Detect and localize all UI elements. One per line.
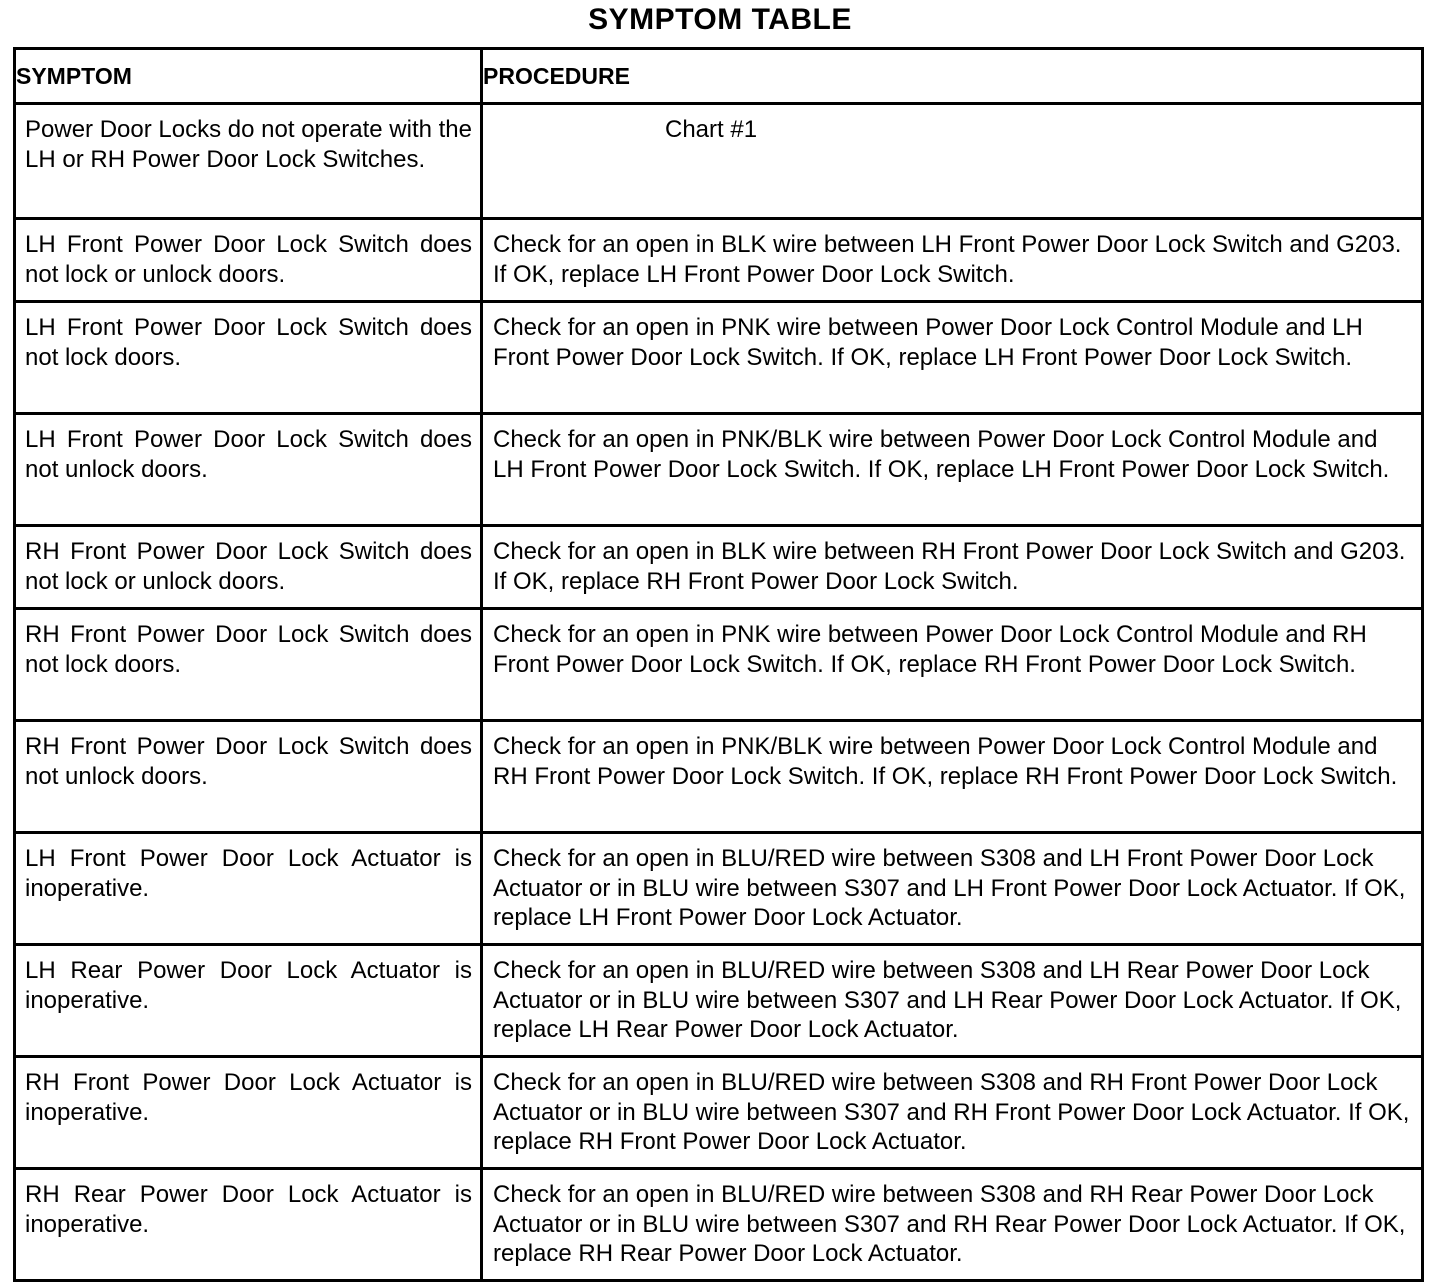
symptom-cell xyxy=(15,609,482,721)
symptom-text: LH Front Power Door Lock Switch does not lock or unlock doors. xyxy=(25,231,472,288)
procedure-text: Check for an open in PNK/BLK wire between Power Door Lock Control Module and LH Front Power Door Lock Switch. If OK, replace LH Front Power Door Lock Switch. xyxy=(493,426,1390,483)
procedure-text: Check for an open in BLK wire between LH Front Power Door Lock Switch and G203. If OK, replace LH Front Power Door Lock Switch. xyxy=(493,231,1402,288)
table-row xyxy=(15,833,1423,945)
procedure-cell xyxy=(482,526,1423,609)
symptom-cell xyxy=(15,302,482,414)
table-row xyxy=(15,721,1423,833)
symptom-text: Power Door Locks do not operate with the LH or RH Power Door Lock Switches. xyxy=(25,116,472,173)
procedure-text: Check for an open in PNK wire between Power Door Lock Control Module and RH Front Power Door Lock Switch. If OK, replace RH Front Power Door Lock Switch. xyxy=(493,621,1367,678)
procedure-cell xyxy=(482,1169,1423,1281)
symptom-table xyxy=(13,47,1424,1282)
procedure-text: Check for an open in BLU/RED wire between S308 and RH Rear Power Door Lock Actuator or in BLU wire between S307 and RH Rear Power Door Lock Actuator. If OK, replace RH Rear Power Door Lock Actuator. xyxy=(493,1181,1406,1267)
table-row xyxy=(15,302,1423,414)
table-header-row xyxy=(15,49,1423,104)
procedure-cell xyxy=(482,833,1423,945)
procedure-cell xyxy=(482,1057,1423,1169)
table-row xyxy=(15,1169,1423,1281)
symptom-cell xyxy=(15,219,482,302)
procedure-text: Check for an open in BLU/RED wire between S308 and RH Front Power Door Lock Actuator or in BLU wire between S307 and RH Front Power Door Lock Actuator. If OK, replace RH Front Power Door Lock Actuator. xyxy=(493,1069,1410,1155)
symptom-text: RH Front Power Door Lock Switch does not lock or unlock doors. xyxy=(25,538,472,595)
procedure-text: Check for an open in BLK wire between RH Front Power Door Lock Switch and G203. If OK, replace RH Front Power Door Lock Switch. xyxy=(493,538,1406,595)
column-header-procedure: PROCEDURE xyxy=(482,49,1423,104)
procedure-text: Check for an open in PNK/BLK wire between Power Door Lock Control Module and RH Front Power Door Lock Switch. If OK, replace RH Front Power Door Lock Switch. xyxy=(493,733,1398,790)
symptom-text: RH Front Power Door Lock Actuator is inoperative. xyxy=(25,1069,472,1126)
symptom-cell xyxy=(15,1169,482,1281)
procedure-text: Check for an open in PNK wire between Power Door Lock Control Module and LH Front Power Door Lock Switch. If OK, replace LH Front Power Door Lock Switch. xyxy=(493,314,1363,371)
procedure-text: Check for an open in BLU/RED wire between S308 and LH Rear Power Door Lock Actuator or in BLU wire between S307 and LH Rear Power Door Lock Actuator. If OK, replace LH Rear Power Door Lock Actuator. xyxy=(493,957,1402,1043)
procedure-cell xyxy=(482,945,1423,1057)
procedure-cell xyxy=(482,609,1423,721)
symptom-cell xyxy=(15,104,482,219)
symptom-cell xyxy=(15,833,482,945)
symptom-cell xyxy=(15,414,482,526)
table-row xyxy=(15,1057,1423,1169)
table-row xyxy=(15,104,1423,219)
symptom-text: LH Rear Power Door Lock Actuator is inoperative. xyxy=(25,957,472,1014)
symptom-text: RH Front Power Door Lock Switch does not lock doors. xyxy=(25,621,472,678)
symptom-cell xyxy=(15,1057,482,1169)
procedure-text: Check for an open in BLU/RED wire between S308 and LH Front Power Door Lock Actuator or in BLU wire between S307 and LH Front Power Door Lock Actuator. If OK, replace LH Front Power Door Lock Actuator. xyxy=(493,845,1406,931)
table-row xyxy=(15,219,1423,302)
symptom-text: LH Front Power Door Lock Actuator is inoperative. xyxy=(25,845,472,902)
symptom-text: LH Front Power Door Lock Switch does not unlock doors. xyxy=(25,426,472,483)
page-title: SYMPTOM TABLE xyxy=(588,3,852,36)
symptom-text: RH Rear Power Door Lock Actuator is inoperative. xyxy=(25,1181,472,1238)
table-row xyxy=(15,526,1423,609)
table-row xyxy=(15,609,1423,721)
symptom-text: LH Front Power Door Lock Switch does not lock doors. xyxy=(25,314,472,371)
procedure-cell xyxy=(482,302,1423,414)
procedure-cell xyxy=(482,104,1423,219)
symptom-cell xyxy=(15,721,482,833)
procedure-cell xyxy=(482,219,1423,302)
procedure-cell xyxy=(482,721,1423,833)
procedure-cell xyxy=(482,414,1423,526)
column-header-symptom: SYMPTOM xyxy=(15,49,482,104)
symptom-cell xyxy=(15,526,482,609)
symptom-cell xyxy=(15,945,482,1057)
symptom-text: RH Front Power Door Lock Switch does not unlock doors. xyxy=(25,733,472,790)
table-row xyxy=(15,945,1423,1057)
table-row xyxy=(15,414,1423,526)
procedure-text: Chart #1 xyxy=(665,116,758,143)
